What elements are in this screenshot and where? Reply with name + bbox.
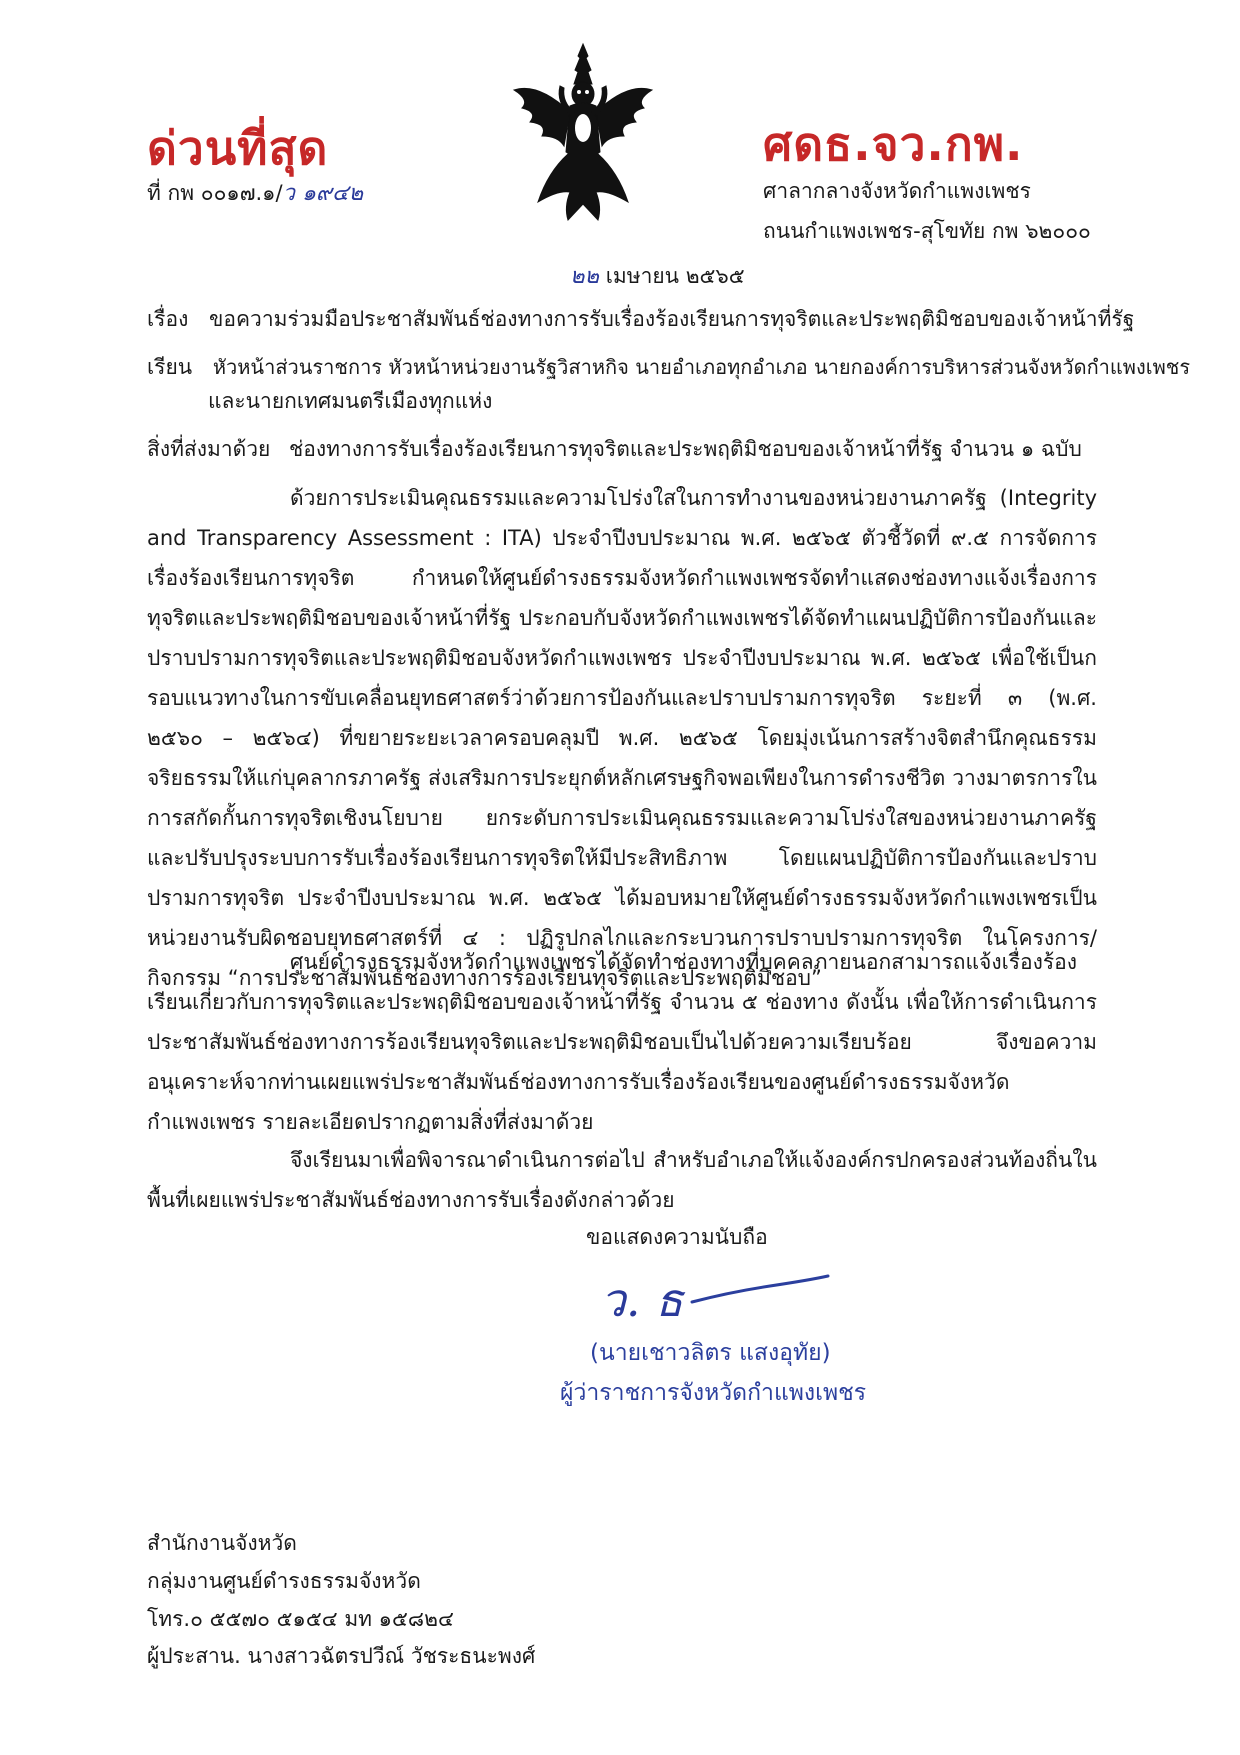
body-paragraph-1 [147, 478, 1097, 998]
signer-title: ผู้ว่าราชการจังหวัดกำแพงเพชร [560, 1380, 867, 1406]
body-paragraph-1-text: ด้วยการประเมินคุณธรรมและความโปร่งใสในการทำงานของหน่วยงานภาครัฐ (Integrity and Transparency Assessment : ITA) ประจำปีงบประมาณ พ.ศ. ๒๕๖๕ ตัวชี้วัดที่ ๙.๕ การจัดการเรื่องร้องเรียนการทุจริต กำหนดให้ศูนย์ดำรงธรรมจังหวัดกำแพงเพชรจัดทำแสดงช่องทางแจ้งเรื่องการทุจริตและประพฤติมิชอบของเจ้าหน้าที่รัฐ ประกอบกับจังหวัดกำแพงเพชรได้จัดทำแผนปฏิบัติการป้องกันและปราบปรามการทุจริตและประพฤติมิชอบจังหวัดกำแพงเพชร ประจำปีงบประมาณ พ.ศ. ๒๕๖๕ เพื่อใช้เป็นกรอบแนวทางในการขับเคลื่อนยุทธศาสตร์ว่าด้วยการป้องกันและปราบปรามการทุจริต ระยะที่ ๓ (พ.ศ. ๒๕๖๐ – ๒๕๖๔) ที่ขยายระยะเวลาครอบคลุมปี พ.ศ. ๒๕๖๕ โดยมุ่งเน้นการสร้างจิตสำนึกคุณธรรมจริยธรรมให้แก่บุคลากรภาครัฐ ส่งเสริมการประยุกต์หลักเศรษฐกิจพอเพียงในการดำรงชีวิต วางมาตรการในการสกัดกั้นการทุจริตเชิงนโยบาย ยกระดับการประเมินคุณธรรมและความโปร่งใสของหน่วยงานภาครัฐ และปรับปรุงระบบการรับเรื่องร้องเรียนการทุจริตให้มีประสิทธิภาพ โดยแผนปฏิบัติการป้องกันและปราบปรามการทุจริต ประจำปีงบประมาณ พ.ศ. ๒๕๖๕ ได้มอบหมายให้ศูนย์ดำรงธรรมจังหวัดกำแพงเพชรเป็นหน่วยงานรับผิดชอบยุทธศาสตร์ที่ ๔ : ปฏิรูปกลไกและกระบวนการปราบปรามการทุจริต ในโครงการ/กิจกรรม “การประชาสัมพันธ์ช่องทางการร้องเรียนทุจริตและประพฤติมิชอบ” [147, 486, 1097, 990]
date-month-year: เมษายน ๒๕๖๕ [605, 264, 745, 288]
enclosure-label: สิ่งที่ส่งมาด้วย [147, 437, 271, 461]
address-line-1: ศาลากลางจังหวัดกำแพงเพชร [763, 179, 1031, 203]
subject-text: ขอความร่วมมือประชาสัมพันธ์ช่องทางการรับเรื่องร้องเรียนการทุจริตและประพฤติมิชอบของเจ้าหน้าที่รัฐ [209, 307, 1135, 331]
reference-prefix: ที่ กพ ๐๐๑๗.๑/ [147, 181, 283, 205]
reference-number [147, 180, 363, 207]
body-paragraph-2-text: ศูนย์ดำรงธรรมจังหวัดกำแพงเพชรได้จัดทำช่องทางที่บุคคลภายนอกสามารถแจ้งเรื่องร้องเรียนเกี่ยวกับการทุจริตและประพฤติมิชอบของเจ้าหน้าที่รัฐ จำนวน ๕ ช่องทาง ดังนั้น เพื่อให้การดำเนินการประชาสัมพันธ์ช่องทางการร้องเรียนทุจริตและประพฤติมิชอบเป็นไปด้วยความเรียบร้อย จึงขอความอนุเคราะห์จากท่านเผยแพร่ประชาสัมพันธ์ช่องทางการรับเรื่องร้องเรียนของศูนย์ดำรงธรรมจังหวัดกำแพงเพชร รายละเอียดปรากฏตามสิ่งที่ส่งมาด้วย [147, 950, 1097, 1134]
signer-name: (นายเชาวลิตร แสงอุทัย) [590, 1340, 831, 1366]
subject-label: เรื่อง [147, 307, 189, 331]
document-date [570, 263, 745, 290]
reference-handwritten: ว ๑๙๔๒ [282, 181, 364, 206]
body-paragraph-3 [147, 1140, 1097, 1220]
footer-office: สำนักงานจังหวัด [147, 1531, 297, 1555]
footer-phone: โทร.๐ ๕๕๗๐ ๕๑๕๔ มท ๑๕๘๒๔ [147, 1607, 454, 1631]
enclosure-text: ช่องทางการรับเรื่องร้องเรียนการทุจริตและประพฤติมิชอบของเจ้าหน้าที่รัฐ จำนวน ๑ ฉบับ [289, 437, 1082, 461]
date-day-handwritten: ๒๒ [570, 264, 600, 289]
recipient-line-2: และนายกเทศมนตรีเมืองทุกแห่ง [208, 389, 493, 413]
subject-line [147, 306, 1134, 332]
signature-stroke [690, 1272, 830, 1312]
garuda-emblem [508, 42, 658, 224]
address-line-2: ถนนกำแพงเพชร-สุโขทัย กพ ๖๒๐๐๐ [763, 219, 1091, 243]
body-paragraph-3-text: จึงเรียนมาเพื่อพิจารณาดำเนินการต่อไป สำหรับอำเภอให้แจ้งองค์กรปกครองส่วนท้องถิ่นในพื้นที่เผยแพร่ประชาสัมพันธ์ช่องทางการรับเรื่องดังกล่าวด้วย [147, 1148, 1097, 1212]
recipient-text: หัวหน้าส่วนราชการ หัวหน้าหน่วยงานรัฐวิสาหกิจ นายอำเภอทุกอำเภอ นายกองค์การบริหารส่วนจังหวัดกำแพงเพชร [212, 355, 1191, 379]
recipient-line-1 [147, 354, 1190, 380]
footer-coordinator: ผู้ประสาน. นางสาวฉัตรปวีณ์ วัชระธนะพงศ์ [147, 1644, 536, 1668]
office-code-stamp: ศดธ.จว.กพ. [763, 117, 1024, 171]
signature-mark: ว. ธ [600, 1273, 684, 1327]
closing-salutation: ขอแสดงความนับถือ [586, 1225, 768, 1249]
recipient-label: เรียน [147, 355, 193, 379]
signature [600, 1270, 683, 1330]
footer-division: กลุ่มงานศูนย์ดำรงธรรมจังหวัด [147, 1569, 421, 1593]
urgency-stamp: ด่วนที่สุด [147, 121, 329, 175]
body-paragraph-2 [147, 942, 1097, 1142]
enclosure-line [147, 436, 1082, 462]
